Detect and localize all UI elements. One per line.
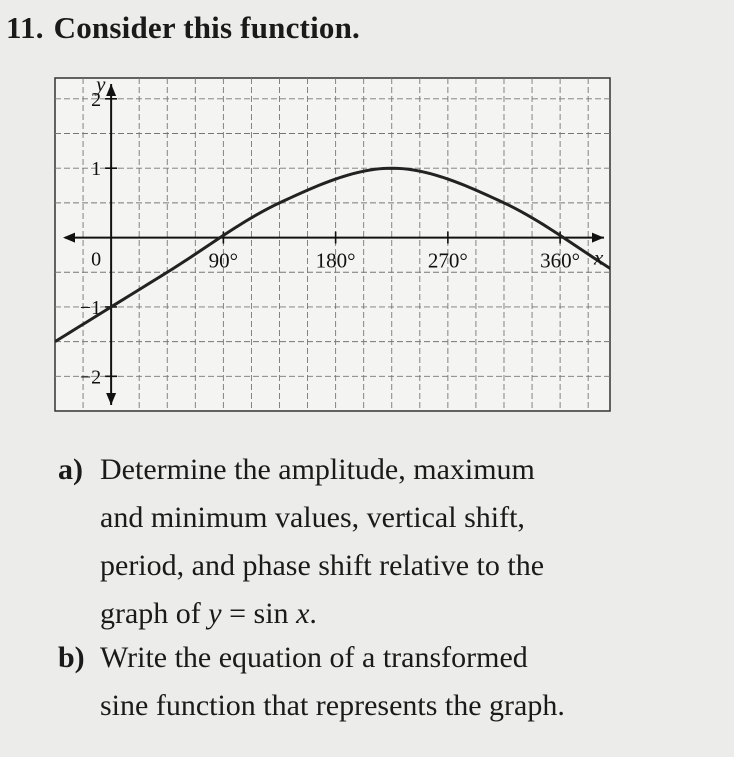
- part-a: [58, 446, 544, 638]
- y-tick-label: 2: [91, 88, 102, 111]
- part-b-line-1: Write the equation of a transformed: [100, 641, 528, 674]
- x-tick-label: 270°: [427, 248, 468, 273]
- y-tick-label: −1: [79, 296, 102, 319]
- x-axis-label: x: [594, 245, 604, 270]
- y-tick-label: −2: [79, 366, 102, 389]
- part-b-label: b): [58, 641, 85, 674]
- y-tick-label: 0: [91, 248, 102, 271]
- part-b-text: [100, 634, 565, 730]
- y-axis-label: y: [96, 72, 106, 96]
- y-tick-label: 1: [91, 158, 102, 181]
- line4-prefix: graph of: [100, 597, 209, 630]
- part-a-text: [100, 446, 544, 638]
- line4-end: .: [309, 597, 317, 630]
- x-tick-label: 360°: [540, 248, 581, 273]
- part-b-line-2: sine function that represents the graph.: [100, 689, 565, 722]
- part-a-label: a): [58, 453, 83, 486]
- eq-y: y: [208, 597, 222, 630]
- part-a-line-4: [100, 590, 544, 638]
- graph-frame: [55, 78, 610, 411]
- eq-rest: = sin: [221, 597, 297, 630]
- question-title: Consider this function.: [53, 10, 360, 45]
- part-b: [58, 634, 565, 730]
- part-a-line-2: and minimum values, vertical shift,: [100, 501, 525, 534]
- part-a-line-3: period, and phase shift relative to the: [100, 549, 545, 582]
- part-a-line-1: Determine the amplitude, maximum: [100, 453, 535, 486]
- x-tick-label: 180°: [315, 248, 356, 273]
- question-number: 11.: [6, 10, 44, 45]
- eq-x: x: [296, 597, 310, 630]
- x-tick-label: 90°: [208, 248, 239, 273]
